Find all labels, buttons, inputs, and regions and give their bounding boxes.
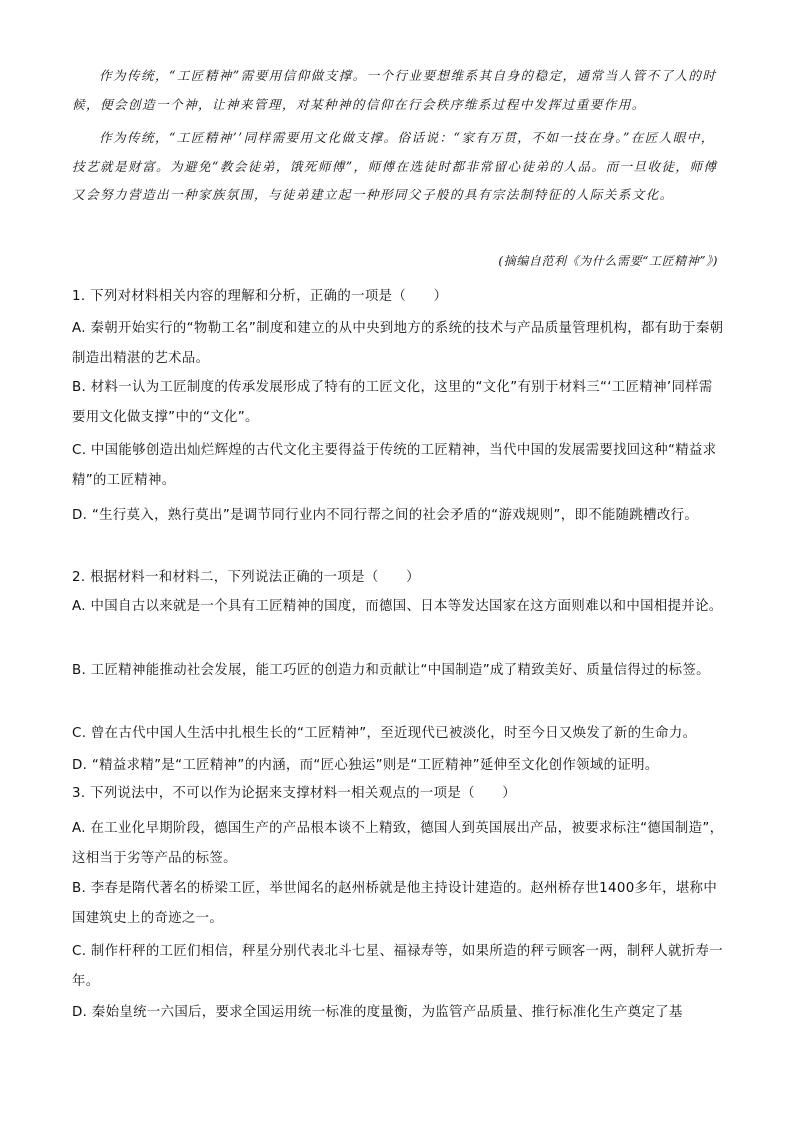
passage-source: (摘编自范利《为什么需要“工匠精神”》) bbox=[498, 254, 718, 268]
passage-paragraph-2: 作为传统，“工匠精神’’同样需要用文化做支撑。俗话说：“家有万贯，不如一技在身。”在匠人眼中，技艺就是财富。为避免“教会徒弟，饿死师傅”，师傅在选徒时都非常留心徒弟的人品。而一旦收徒，师傅又会努力营造出一种家族氛围，与徒弟建立起一种形同父子般的具有宗法制特征的人际关系文化。 bbox=[72, 130, 718, 202]
question-1-option-a: A. 秦朝开始实行的“物勒工名”制度和建立的从中央到地方的系统的技术与产品质量管理机构，都有助于秦朝制造出精湛的艺术品。 bbox=[72, 321, 724, 366]
question-3-option-a: A. 在工业化早期阶段，德国生产的产品根本谈不上精致，德国人到英国展出产品，被要求标注“德国制造”，这相当于劣等产品的标签。 bbox=[72, 821, 724, 866]
question-1-option-b: B. 材料一认为工匠制度的传承发展形成了特有的工匠文化，这里的“文化”有别于材料三“‘工匠精神’同样需要用文化做支撑”中的“文化”。 bbox=[72, 380, 713, 425]
question-2-option-c: C. 曾在古代中国人生活中扎根生长的“工匠精神”，至近现代已被淡化，时至今日又焕发了新的生命力。 bbox=[72, 726, 697, 741]
question-3-option-b: B. 李春是隋代著名的桥梁工匠，举世闻名的赵州桥就是他主持设计建造的。赵州桥存世1400多年，堪称中国建筑史上的奇迹之一。 bbox=[72, 881, 718, 926]
question-3-stem: 3. 下列说法中，不可以作为论据来支撑材料一相关观点的一项是（ ） bbox=[72, 786, 517, 801]
question-1-option-d: D. “生行莫入，熟行莫出”是调节同行业内不同行帮之间的社会矛盾的“游戏规则”，即不能随跳槽改行。 bbox=[72, 508, 699, 523]
question-3-option-c: C. 制作杆秤的工匠们相信，秤星分别代表北斗七星、福禄寿等，如果所造的秤亏顾客一两，制秤人就折寿一年。 bbox=[72, 944, 723, 989]
question-1-option-c: C. 中国能够创造出灿烂辉煌的古代文化主要得益于传统的工匠精神，当代中国的发展需要找回这种“精益求精”的工匠精神。 bbox=[72, 443, 717, 488]
question-1-stem: 1. 下列对材料相关内容的理解和分析，正确的一项是（ ） bbox=[72, 289, 448, 304]
question-2-option-b: B. 工匠精神能推动社会发展，能工巧匠的创造力和贡献让“中国制造”成了精致美好、质量信得过的标签。 bbox=[72, 663, 710, 678]
question-2-option-d: D. “精益求精”是“工匠精神”的内涵，而“匠心独运”则是“工匠精神”延伸至文化创作领域的证明。 bbox=[72, 758, 659, 773]
question-3-option-d: D. 秦始皇统一六国后，要求全国运用统一标准的度量衡，为监管产品质量、推行标准化生产奠定了基 bbox=[72, 1005, 683, 1020]
passage-paragraph-1: 作为传统，“工匠精神”需要用信仰做支撑。一个行业要想维系其自身的稳定，通常当人管不了人的时候，便会创造一个神，让神来管理，对某种神的信仰在行会秩序维系过程中发挥过重要作用。 bbox=[72, 68, 717, 112]
question-2-stem: 2. 根据材料一和材料二，下列说法正确的一项是（ ） bbox=[72, 570, 420, 585]
question-2-option-a: A. 中国自古以来就是一个具有工匠精神的国度，而德国、日本等发达国家在这方面则难以和中国相提并论。 bbox=[72, 599, 723, 614]
